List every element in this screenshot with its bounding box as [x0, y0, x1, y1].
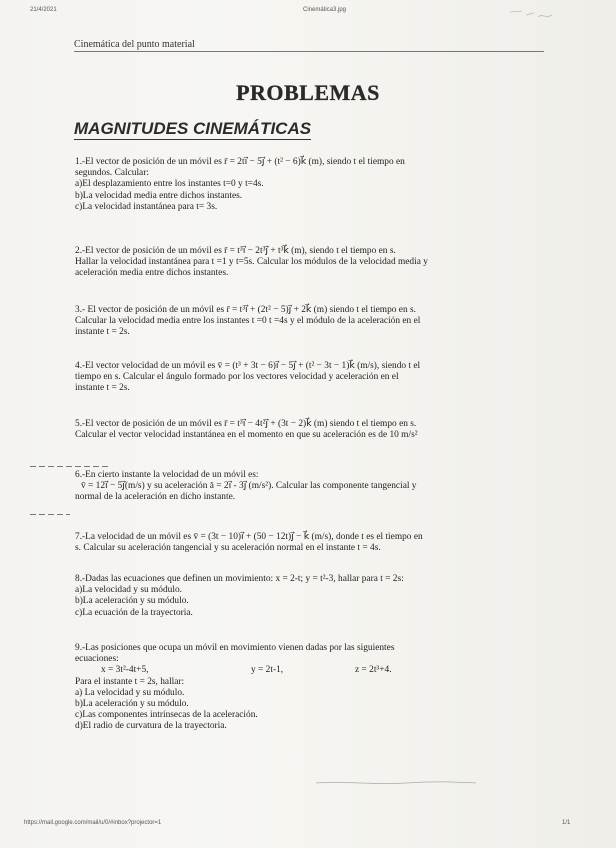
problem-6 — [75, 470, 533, 504]
problem-line: 8.-Dadas las ecuaciones que definen un movimiento: x = 2-t; y = t²-3, hallar para t = 2s: — [75, 574, 404, 584]
scan-artifact-line — [316, 780, 476, 786]
pencil-scribble — [508, 6, 558, 22]
problem-line: segundos. Calcular: — [75, 168, 149, 179]
problem-line: b)La aceleración y su módulo. — [75, 596, 189, 607]
problem-line: a) La velocidad y su módulo. — [75, 687, 185, 698]
problem-line: normal de la aceleración en dicho instante. — [75, 492, 236, 503]
problem-line: b)La aceleración y su módulo. — [75, 699, 189, 710]
scan-artifact-dash — [30, 514, 70, 515]
running-head: Cinemática del punto material — [74, 39, 544, 52]
problem-5 — [75, 419, 533, 441]
equation-y: y = 2t-1, — [251, 665, 284, 676]
print-date: 21/4/2021 — [30, 7, 57, 13]
problem-line: 7.-La velocidad de un móvil es v̄ = (3t − 10)i⃗ + (50 − 12t)j⃗ − k⃗ (m/s), donde t es el tiempo en — [75, 532, 423, 542]
problem-line: aceleración media entre dichos instantes. — [75, 268, 229, 279]
problem-line: Calcular la velocidad media entre los instantes t =0 t =4s y el módulo de la aceleración en el — [75, 316, 421, 327]
problem-7 — [75, 532, 533, 554]
problem-line: a)La velocidad y su módulo. — [75, 585, 183, 596]
problem-line: 1.-El vector de posición de un móvil es r̄ = 2ti⃗ − 5j⃗ + (t² − 6)k⃗ (m), siendo t el tiempo en — [75, 157, 405, 167]
problem-line: 3.- El vector de posición de un móvil es r̄ = t³i⃗ + (2t² − 5)j⃗ + 2k⃗ (m) siendo t el tiempo en s. — [75, 305, 416, 315]
problem-line: ecuaciones: — [75, 654, 119, 665]
equations-row — [75, 665, 533, 676]
problem-line: 9.-Las posiciones que ocupa un móvil en movimiento vienen dadas por las siguientes — [75, 643, 395, 653]
problem-2 — [75, 246, 533, 280]
problem-3 — [75, 305, 533, 339]
page-title: PROBLEMAS — [236, 80, 380, 105]
problem-line: Calcular el vector velocidad instantánea en el momento en que su aceleración es de 10 m/s² — [75, 430, 418, 441]
problem-8 — [75, 574, 533, 619]
section-heading: MAGNITUDES CINEMÁTICAS — [74, 119, 312, 138]
problem-line: 5.-El vector de posición de un móvil es r̄ = t³i⃗ − 4t²j⃗ + (3t − 2)k⃗ (m) siendo t el tiempo en s. — [75, 419, 417, 429]
print-url: https://mail.google.com/mail/u/0/#inbox?projector=1 — [24, 820, 162, 826]
problem-line: s. Calcular su aceleración tangencial y su aceleración normal en el instante t = 4s. — [75, 543, 381, 554]
print-page-number: 1/1 — [562, 820, 571, 826]
problem-line: 2.-El vector de posición de un móvil es r̄ = t³i⃗ − 2t³j⃗ + t³k⃗ (m), siendo t el tiempo en s. — [75, 246, 396, 256]
problem-9 — [75, 643, 533, 733]
problem-line: d)El radio de curvatura de la trayectoria. — [75, 721, 227, 732]
problem-line: instante t = 2s. — [75, 327, 130, 338]
print-filename: Cinemática3.jpg — [303, 7, 347, 13]
problem-1 — [75, 157, 533, 213]
problem-line: 6.-En cierto instante la velocidad de un móvil es: — [75, 470, 259, 480]
problem-line: v̄ = 12i⃗ − 5j⃗(m/s) y su aceleración ā = 2i⃗ - 3j⃗ (m/s²). Calcular las componente tangencial y — [81, 481, 417, 492]
equation-z: z = 2t³+4. — [355, 665, 392, 676]
problem-line: b)La velocidad media entre dichos instantes. — [75, 190, 243, 201]
problem-line: a)El desplazamiento entre los instantes t=0 y t=4s. — [75, 179, 264, 190]
problem-line: Hallar la velocidad instantánea para t =1 y t=5s. Calcular los módulos de la velocidad media y — [75, 257, 428, 268]
problem-line: c)La velocidad instantánea para t= 3s. — [75, 201, 218, 212]
problem-line: tiempo en s. Calcular el ángulo formado por los vectores velocidad y aceleración en el — [75, 372, 399, 383]
equation-x: x = 3t²-4t+5, — [101, 665, 149, 676]
problem-line: c)Las componentes intrínsecas de la aceleración. — [75, 710, 258, 721]
problem-4 — [75, 361, 533, 395]
problem-line: 4.-El vector velocidad de un móvil es v̄ = (t³ + 3t − 6)i⃗ − 5j⃗ + (t² − 3t − 1)k⃗ (m/s), siendo t el — [75, 361, 421, 371]
scan-artifact-dash — [30, 466, 110, 467]
problem-line: Para el instante t = 2s, hallar: — [75, 676, 185, 687]
problem-line: c)La ecuación de la trayectoria. — [75, 607, 193, 618]
problem-line: instante t = 2s. — [75, 383, 130, 394]
